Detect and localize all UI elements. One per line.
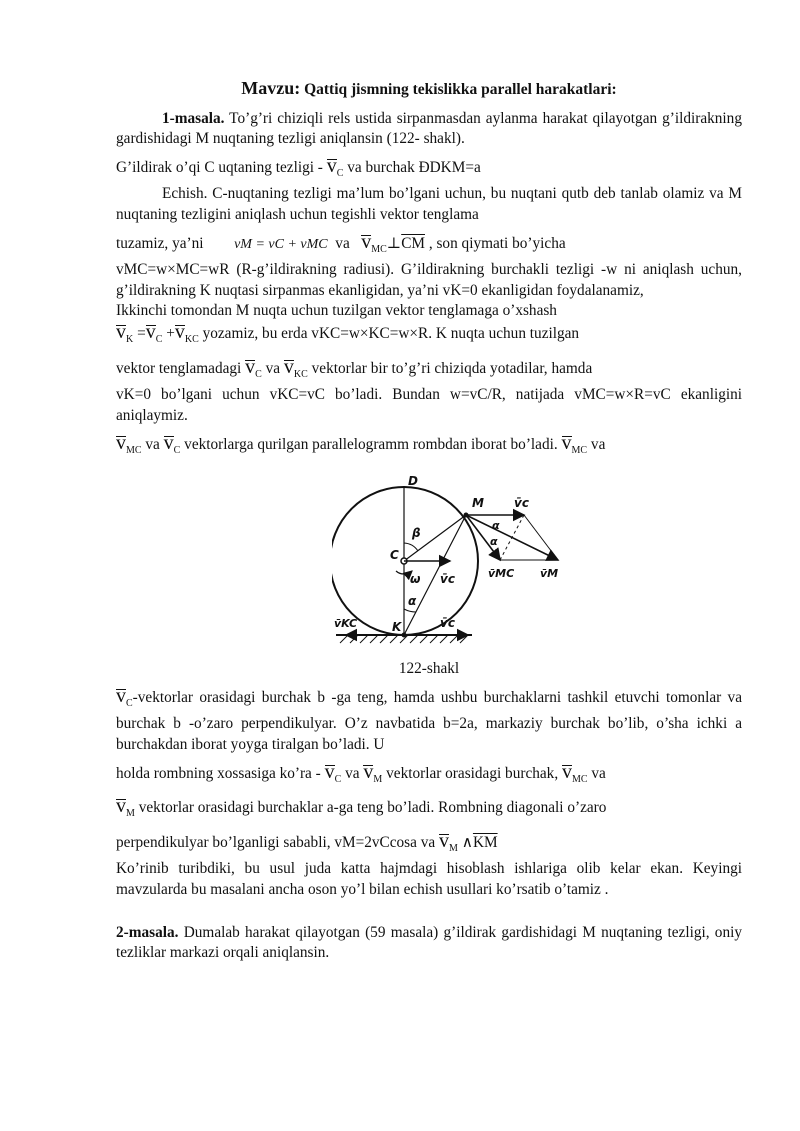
text-son-qiymati: , son qiymati bo’yicha [428,234,566,252]
vector-vm-2: v [363,760,374,783]
vector-vkc-2: v [283,355,294,378]
label-vmc: v̄MC [488,567,515,581]
subscript: C [173,444,181,456]
paragraph-vmc: vMC=w×MC=wR (R-g’ildirakning radiusi). G’ildirakning burchakli tezligi -w ni aniqlash uchun, g’ildirakning K nuqtasi sirpanmas ekanligidan, ya’ni vK=0 ekanligidan foydalanamiz, [116,261,742,299]
subscript: M [126,808,135,820]
vector-vk: v [116,321,126,344]
document-page [116,78,742,964]
problem-1-label: 1-masala. [162,109,225,127]
paragraph-solution: Echish. C-nuqtaning tezligi ma’lum bo’lgani uchun, bu nuqtani qutb deb tanlab olamiz va M nuqtaning tezligini aniqlash uchun tegishli vektor tenglama [116,185,742,224]
page-title [116,78,742,101]
text-vektorlar: vektorlar bir to’g’ri chiziqda yotadilar, hamda [311,359,593,377]
text-perpendikulyar: perpendikulyar bo’lganligi sababli, vM=2vCcosa va [116,833,436,851]
rhombus-diagonal [500,515,524,560]
text-orasidagi-burchak: vektorlar orasidagi burchak, [386,764,559,782]
problem-2-label: 2-masala. [116,923,179,941]
wedge-symbol: ∧ [461,833,473,851]
paragraph-perpendikulyar [116,831,742,860]
problem-2-statement [116,923,742,964]
vector-vc-5: v [116,684,126,707]
label-k: K [392,620,402,635]
label-omega: ω [410,572,421,587]
problem-2-text: Dumalab harakat qilayotgan (59 masala) g’ildirak gardishidagi M nuqtaning tezligi, oniy tezliklar markazi orqali aniqlansin. [116,923,743,962]
subscript: C [255,368,262,380]
alpha-arc [404,609,416,612]
text-tuzamiz: tuzamiz, ya’ni [116,234,204,252]
label-vc-m: v̄c [514,496,529,511]
subscript: M [373,773,383,785]
vector-vmc-3: v [561,431,572,454]
label-vm: v̄M [540,567,559,581]
label-vkc: v̄KC [334,617,358,631]
text-vektorlar-orasidagi: -vektorlar orasidagi burchak b -ga teng, hamda ushbu burchaklarni tashkil etuvchi tomonlar va burchak b -o’zaro perpendikulyar. O’z navbatida b=2a, markaziy burchak bo’lib, o’sha ichki a burchakdan iborat yoyga tiralgan bo’ladi. U [116,688,742,753]
figure-caption: 122-shakl [398,660,460,678]
plus-symbol: + [166,325,175,343]
vector-vc: v [326,154,337,177]
vector-vkc: v [174,321,185,344]
text-va-2: va [265,359,281,377]
subscript: M [449,842,458,854]
paragraph-vk [116,322,742,351]
label-alpha-3: α [490,535,498,549]
text-vektor-tenglamadagi: vektor tenglamadagi [116,359,242,377]
paragraph-conclusion: Ko’rinib turibdiki, bu usul juda katta hajmdagi hisoblash ishlariga olib kelar ekan. Keyingi mavzularda bu masalani ancha oson yo’l bilan echish usullari ko’rsatib o’tamiz . [116,860,742,899]
text-va-5: va [345,764,360,782]
vector-vc-2: v [145,321,156,344]
paragraph-romb [116,433,742,462]
paragraph-equation [116,232,742,261]
text-yozamiz: yozamiz, bu erda vKC=w×KC=w×R. K nuqta uchun tuzilgan [202,325,580,343]
spacer [116,901,742,923]
paragraph-romb-xossa [116,762,742,791]
subscript: KC [184,334,199,346]
eq-symbol: = [137,325,146,343]
subscript: C [334,773,342,785]
text-holda: holda rombning xossasiga ko’ra - [116,764,321,782]
text-parallelogram: vektorlarga qurilgan parallelogramm rombdan iborat bo’ladi. [184,435,558,453]
paragraph-angle [116,686,742,756]
segment-km: $\overline{KM}$ [472,833,498,851]
label-d: D [408,474,418,489]
beta-arc [404,543,418,551]
rhombus-side-1 [524,515,558,560]
text-va-6: va [591,764,606,782]
paragraph-ikkinchi: Ikkinchi tomondan M nuqta uchun tuzilgan vektor tenglamaga o’xshash [116,302,557,320]
vector-vm-4: v [439,829,449,852]
subscript: C [336,167,344,179]
paragraph-vk-zero: vK=0 bo’lgani uchun vKC=vC bo’ladi. Bundan w=vC/R, natijada vMC=w×R=vC ekanligini aniqlaymiz. [116,386,742,424]
vector-vm-3: v [116,795,126,818]
subscript: MC [371,243,387,255]
label-c: C [390,548,399,563]
vector-vc-4: v [163,431,174,454]
text-va-3: va [145,435,160,453]
text-given: G’ildirak o’qi C uqtaning tezligi - [116,158,323,176]
problem-1-text: To’g’ri chiziqli rels ustida sirpanmasdan aylanma harakat qilayotgan g’ildirakning gardishidagi M nuqtaning tezligi aniqlansin (122- shakl). [116,109,742,148]
perp-symbol: ⊥ [386,234,402,252]
vector-vc-3: v [245,355,256,378]
label-alpha-1: α [408,594,417,609]
subscript: MC [571,773,588,785]
figure-122 [116,465,742,657]
vector-vmc-4: v [561,760,572,783]
vector-vmc-2: v [116,431,126,454]
title-text: Qattiq jismning tekislikka parallel harakatlari: [304,81,617,98]
text-angle: va burchak ÐDKM=a [347,158,481,176]
label-vc-center: v̄c [440,572,455,587]
segment-cm: $\overline{CM}$ [401,234,425,252]
paragraph-vektor-tenglama [116,357,742,386]
label-m: M [472,496,484,511]
text-va: va [335,234,350,252]
text-burchaklar: vektorlar orasidagi burchaklar a-ga teng bo’ladi. Rombning diagonali o’zaro [138,799,607,817]
vector-vmc: v [361,230,372,253]
paragraph-given [116,156,742,185]
subscript: C [126,697,133,709]
vector-vc-6: v [324,760,335,783]
title-prefix: Mavzu: [241,78,301,98]
wheel-diagram [332,465,572,655]
subscript: C [155,334,163,346]
paragraph-burchaklar [116,796,742,825]
text-va-4: va [590,435,606,453]
subscript: K [126,334,134,346]
subscript: KC [293,368,308,380]
label-alpha-2: α [492,519,500,533]
label-beta: β [412,526,421,541]
equation-vm: vM = vC + vMC [234,236,328,252]
subscript: MC [126,444,142,456]
problem-1-statement [116,109,742,150]
label-vc-ground: v̄c [440,616,455,631]
subscript: MC [571,444,588,456]
